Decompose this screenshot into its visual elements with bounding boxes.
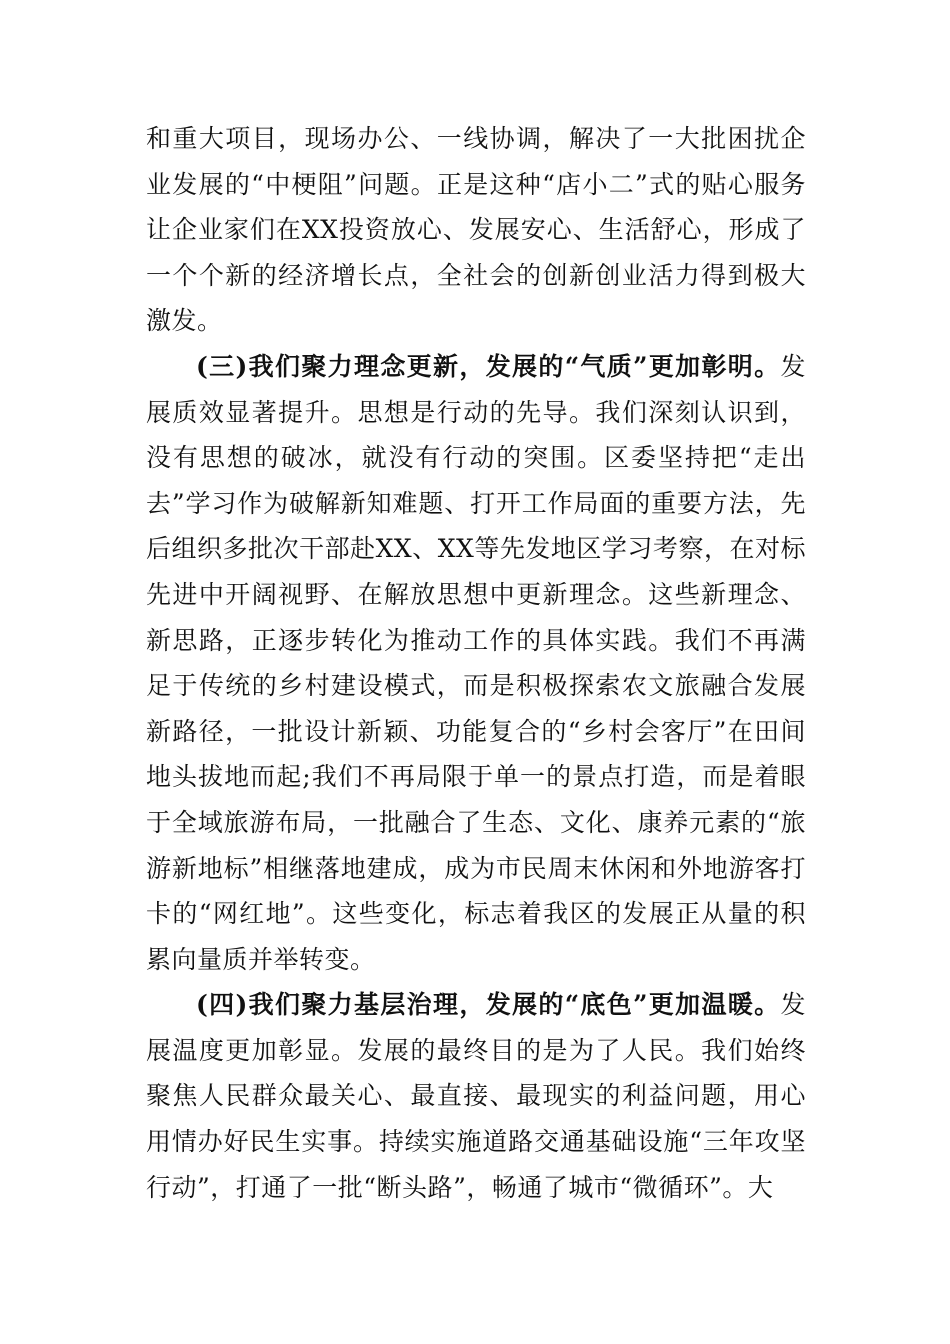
paragraph-section-three bbox=[146, 344, 806, 982]
paragraph-text: 发展质效显著提升。思想是行动的先导。我们深刻认识到，没有思想的破冰，就没有行动的突围。区委坚持把“走出去”学习作为破解新知难题、打开工作局面的重要方法，先后组织多批次干部赴XX、XX等先发地区学习考察，在对标先进中开阔视野、在解放思想中更新理念。这些新理念、新思路，正逐步转化为推动工作的具体实践。我们不再满足于传统的乡村建设模式，而是积极探索农文旅融合发展新路径，一批设计新颖、功能复合的“乡村会客厅”在田间地头拔地而起;我们不再局限于单一的景点打造，而是着眼于全域旅游布局，一批融合了生态、文化、康养元素的“旅游新地标”相继落地建成，成为市民周末休闲和外地游客打卡的“网红地”。这些变化，标志着我区的发展正从量的积累向量质并举转变。 bbox=[146, 351, 806, 974]
paragraph-section-four bbox=[146, 982, 806, 1210]
section-heading: (三)我们聚力理念更新，发展的“气质”更加彰明。 bbox=[196, 351, 781, 381]
document-body bbox=[146, 116, 806, 1210]
section-heading: (四)我们聚力基层治理，发展的“底色”更加温暖。 bbox=[196, 990, 781, 1020]
paragraph-text: 和重大项目，现场办公、一线协调，解决了一大批困扰企业发展的“中梗阻”问题。正是这种“店小二”式的贴心服务让企业家们在XX投资放心、发展安心、生活舒心，形成了一个个新的经济增长点，全社会的创新创业活力得到极大激发。 bbox=[146, 124, 806, 336]
paragraph-text: 发展温度更加彰显。发展的最终目的是为了人民。我们始终聚焦人民群众最关心、最直接、最现实的利益问题，用心用情办好民生实事。持续实施道路交通基础设施“三年攻坚行动”，打通了一批“断头路”，畅通了城市“微循环”。大 bbox=[146, 990, 806, 1202]
paragraph-continuation bbox=[146, 116, 806, 344]
